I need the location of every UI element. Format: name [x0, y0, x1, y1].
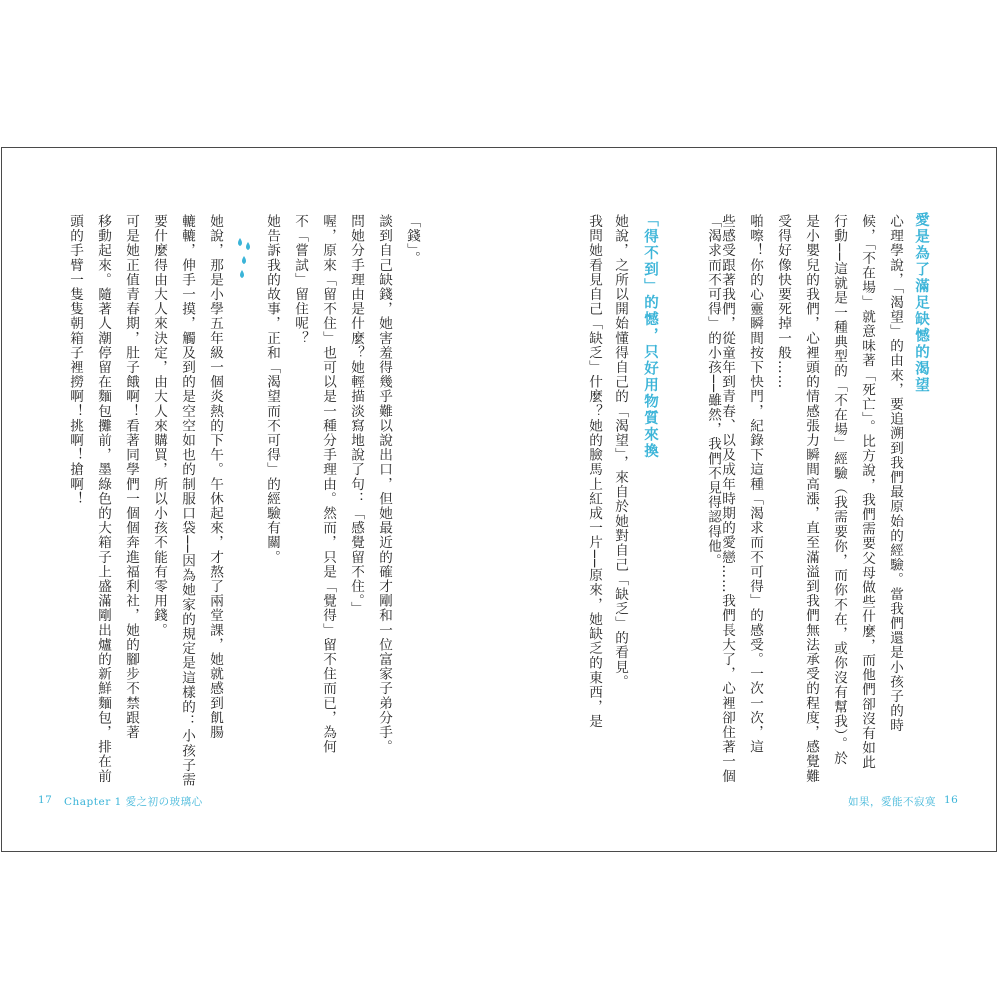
left-col-10: 可是她正值青春期，肚子餓啊！看著同學們一個個奔進福利社，她的腳步不禁跟著 — [123, 214, 139, 740]
left-col-3: 問她分手理由是什麼？她輕描淡寫地說了句：「感覺留不住。」 — [348, 214, 364, 616]
left-col-2: 談到自己缺錢，她害羞得幾乎難以說出口，但她最近的確才剛和一位富家子弟分手。 — [376, 214, 392, 755]
section-heading-2: 「得不到」的憾，只好用物質來換 — [642, 212, 658, 460]
left-col-9: 要什麼得由大人來決定，由大人來購買，所以小孩不能有零用錢。 — [151, 214, 167, 638]
right-col-10: 我問她看見自己「缺乏」什麼？她的臉馬上紅成一片──原來，她缺乏的東西，是 — [586, 214, 602, 729]
left-running-footer: Chapter 1 愛之初の玻璃心 — [64, 796, 203, 808]
left-col-1: 「錢」。 — [404, 214, 420, 266]
left-col-7: 她說，那是小學五年級一個炎熱的下午。午休起來，才熬了兩堂課，她就感到飢腸 — [207, 214, 223, 740]
left-col-8: 轆轆，伸手一摸，觸及到的是空空如也的制服口袋──因為她家的規定是這樣的：小孩子需 — [179, 214, 195, 788]
right-col-7: 些感受跟著我們，從童年到青春、以及成年時期的愛戀……我們長大了，心裡卻住著一個 — [719, 214, 735, 784]
right-col-4: 是小嬰兒的我們，心裡頭的情感張力瞬間高漲，直至滿溢到我們無法承受的程度，感覺難 — [803, 214, 819, 784]
right-col-3: 行動──這就是一種典型的「不在場」經驗（我需要你，而你不在，或你沒有幫我）。於 — [831, 214, 847, 766]
right-col-2: 候，「不在場」就意味著「死亡」。比方說，我們需要父母做些什麼，而他們卻沒有如此 — [859, 214, 875, 770]
right-col-6: 啪嚓！你的心靈瞬間按下快門，紀錄下這種「渴求而不可得」的感受。一次一次，這 — [747, 214, 763, 755]
right-col-1: 心理學說，「渴望」的由來，要追溯到我們最原始的經驗。當我們還是小孩子的時 — [887, 214, 903, 733]
water-drop-ornament-icon — [236, 236, 252, 280]
right-page-number: 16 — [944, 794, 959, 806]
right-col-9: 她說，之所以開始懂得自己的「渴望」，來自於她對自己「缺乏」的看見。 — [612, 214, 628, 689]
right-col-5: 受得好像快要死掉一般…… — [775, 214, 791, 390]
left-col-12: 頭的手臂一隻隻朝箱子裡撈啊！挑啊！搶啊！ — [67, 214, 83, 506]
left-col-11: 移動起來。隨著人潮停留在麵包攤前，墨綠色的大箱子上盛滿剛出爐的新鮮麵包，排在前 — [95, 214, 111, 784]
right-running-footer: 如果，愛能不寂寞 — [848, 796, 936, 808]
left-page-number: 17 — [38, 794, 53, 806]
right-col-8: 「渴求而不可得」的小孩──雖然，我們不見得認得他。 — [705, 214, 721, 569]
left-col-4: 喔，原來「留不住」也可以是一種分手理由。然而，只是「覺得」留不住而已，為何 — [320, 214, 336, 755]
section-heading-1: 愛是為了滿足缺憾的渴望 — [913, 212, 929, 394]
left-col-5: 不「嘗試」留住呢？ — [292, 214, 308, 346]
left-col-6: 她告訴我的故事，正和「渴望而不可得」的經驗有關。 — [264, 214, 280, 565]
